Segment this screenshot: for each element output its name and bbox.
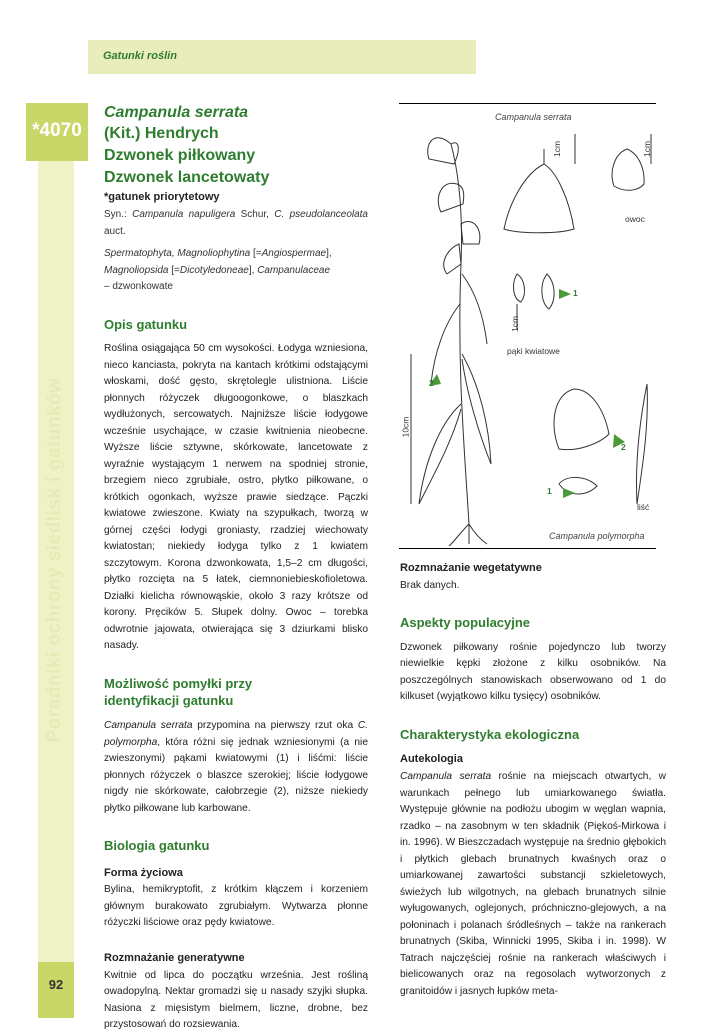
polymorpha-flower bbox=[554, 389, 609, 450]
bell-4 bbox=[444, 244, 461, 274]
opis-heading: Opis gatunku bbox=[104, 316, 188, 332]
caption-top: Campanula serrata bbox=[495, 112, 572, 122]
leaf-right-1 bbox=[462, 354, 491, 464]
wegetatywne-text: Brak danych. bbox=[400, 579, 460, 591]
marker-1b: 1 bbox=[547, 486, 552, 496]
section-header: Gatunki roślin bbox=[103, 50, 177, 62]
autekologia-text: Campanula serrata rośnie na miejscach otwartych, w warunkach pełnego lub umiarkowanego światła. Występuje głównie na podłożu ubogim w węglan wapnia, rzadko – na zasobnym w ten składnik (Piękoś-Mirkowa i in. 1996). W Bieszczadach występuje na średnio głębokich i płytkich glebach brunatnych kwaśnych oraz o umiarkowanej zawartości substancji szkieletowych, świeżych lub wilgotnych, na glebach brunatnych silnie wyługowanych, oglejonych, próchniczno-glejowych, a na połoninach i polanach śródleśnych – także na rankerach brunatnych (Skiba, Winnicki 1995, Skiba i in. 1998). W Tatrach najczęściej rośnie na rankerach właściwych i bielicowanych oraz na regosolach wytworzonych z granitoidów i jasnych łupków meta- bbox=[400, 771, 667, 997]
scale-label-1: 1cm bbox=[552, 140, 563, 158]
bell-3 bbox=[461, 222, 480, 244]
forma-heading: Forma życiowa bbox=[104, 866, 183, 879]
leaf-left-2 bbox=[431, 304, 460, 384]
marker-2b: 2 bbox=[621, 442, 626, 452]
species-code: *4070 bbox=[32, 120, 82, 141]
main-stem bbox=[451, 144, 469, 524]
generatywne-text: Kwitnie od lipca do początku września. Jest rośliną owadopylną. Nektar gromadzi się u nasady szyjki słupka. Nasiona z mięsistym bielmem, liczne, drobne, bez przystosowań do rozsiewania. bbox=[104, 969, 368, 1031]
arrow-1b bbox=[563, 488, 575, 498]
marker-1a: 1 bbox=[573, 288, 578, 298]
bud-2 bbox=[542, 274, 554, 309]
species-authority: (Kit.) Hendrych bbox=[104, 125, 219, 142]
marker-2a: 2 bbox=[429, 378, 434, 388]
label-paki: pąki kwiatowe bbox=[507, 346, 560, 356]
aspekty-text: Dzwonek piłkowany rośnie pojedynczo lub tworzy niewielkie kępki złożone z kilku osobników. Na poszczególnych stanowiskach obserwowano od 1 do kilkuset (wyjątkowo kilku tysięcy) osobników. bbox=[400, 641, 666, 703]
priority-label: *gatunek priorytetowy bbox=[104, 191, 220, 204]
left-column bbox=[104, 103, 368, 1034]
leaf-right-2 bbox=[462, 274, 487, 344]
roots bbox=[449, 524, 487, 546]
right-column bbox=[400, 560, 666, 1001]
arrow-1a bbox=[559, 289, 571, 299]
scale-label-10cm: 10cm bbox=[400, 416, 411, 438]
label-owoc: owoc bbox=[625, 214, 645, 224]
wegetatywne-heading: Rozmnażanie wegetatywne bbox=[400, 562, 542, 574]
label-lisc: liść bbox=[637, 502, 650, 512]
common-name-2: Dzwonek lancetowaty bbox=[104, 169, 270, 187]
generatywne-heading: Rozmnażanie generatywne bbox=[104, 951, 245, 964]
bud-1 bbox=[514, 274, 525, 302]
charakterystyka-heading: Charakterystyka ekologiczna bbox=[400, 726, 580, 742]
pomylki-text: Campanula serrata przypomina na pierwszy rzut oka C. polymorpha, która różni się jednak wzniesionymi (a nie zwieszonymi) pąkami kwiatowymi (1) i liśćmi: liście płonnych różyczek o blaszce szerokiej; liście łodygowe nigdy nie skórkowate, całobrzegie (2), niższe niekiedy płytko piłkowane lub karbowane. bbox=[104, 719, 369, 814]
biologia-heading: Biologia gatunku bbox=[104, 838, 210, 854]
fruit bbox=[612, 149, 644, 190]
aspekty-heading: Aspekty populacyjne bbox=[400, 615, 531, 631]
large-bell bbox=[504, 164, 574, 233]
opis-text: Roślina osiągająca 50 cm wysokości. Łodyga wzniesiona, nieco kanciasta, pokryta na kantach krótkimi odstającymi włoskami, dość gęsto, skrętolegle ulistniona. Liście płonnych różyczek długoogonkowe, o blaszkach wydłużonych, sercowatych. Najniższe liście łodygowe wcześnie usychające, w czasie kwitnienia nieobecne. Wyższe liście sztywne, skórkowate, lancetowate z wyraźnie wystającym 1 nerwem na spodniej stronie, brzegiem nieco zgrubiałe, ostro, płytko piłkowane, o krótkich ogonkach, wyższe prawie siedzące. Pączki kwiatowe zwieszone. Kwiaty na szypułkach, tworzą w górnej części łodygi groniasty, rzadziej wiechowaty kwiatostan; niekiedy łodyga tylko z 1 kwiatem szczytowym. Korona dzwonkowata, 1,5–2 cm długości, płytko rozcięta na 5 łatek, ciemnoniebieskofioletowa. Działki kielicha równowąskie, około 3 razy krótsze od korony. Pręcików 5. Słupek dolny. Owoc – torebka odwrotnie jajowata, otwierająca się 3 dziurkami blisko nasady. bbox=[104, 343, 368, 652]
page-number: 92 bbox=[48, 977, 64, 992]
series-title: Poradniki ochrony siedlisk i gatunków bbox=[44, 377, 65, 743]
caption-bottom: Campanula polymorpha bbox=[549, 531, 645, 541]
species-latin-name: Campanula serrata bbox=[104, 104, 249, 121]
scale-label-2: 1cm bbox=[642, 140, 653, 158]
polymorpha-leaf bbox=[636, 384, 647, 504]
synonyms: Syn.: Campanula napuligera Schur, C. pseudolanceolata auct. bbox=[104, 209, 368, 237]
common-name-1: Dzwonek piłkowany bbox=[104, 147, 256, 165]
forma-text: Bylina, hemikryptofit, z krótkim kłączem i korzeniem głównym burakowato zgrubiałym. Wytwarza płonne różyczki liściowe oraz pędy kwiatowe. bbox=[104, 884, 368, 929]
plant-illustration bbox=[399, 104, 656, 548]
leaf-left-1 bbox=[419, 404, 461, 504]
bell-top bbox=[428, 138, 459, 164]
pomylki-heading: Możliwość pomyłki przy identyfikacji gatunku bbox=[104, 675, 253, 709]
autekologia-heading: Autekologia bbox=[400, 753, 463, 766]
scale-label-3: 1cm bbox=[510, 315, 521, 333]
illustration-figure bbox=[399, 103, 656, 549]
taxonomy: Spermatophyta, Magnoliophytina [=Angiospermae], Magnoliopsida [=Dicotyledoneae], Campanulaceae – dzwonkowate bbox=[104, 248, 332, 293]
